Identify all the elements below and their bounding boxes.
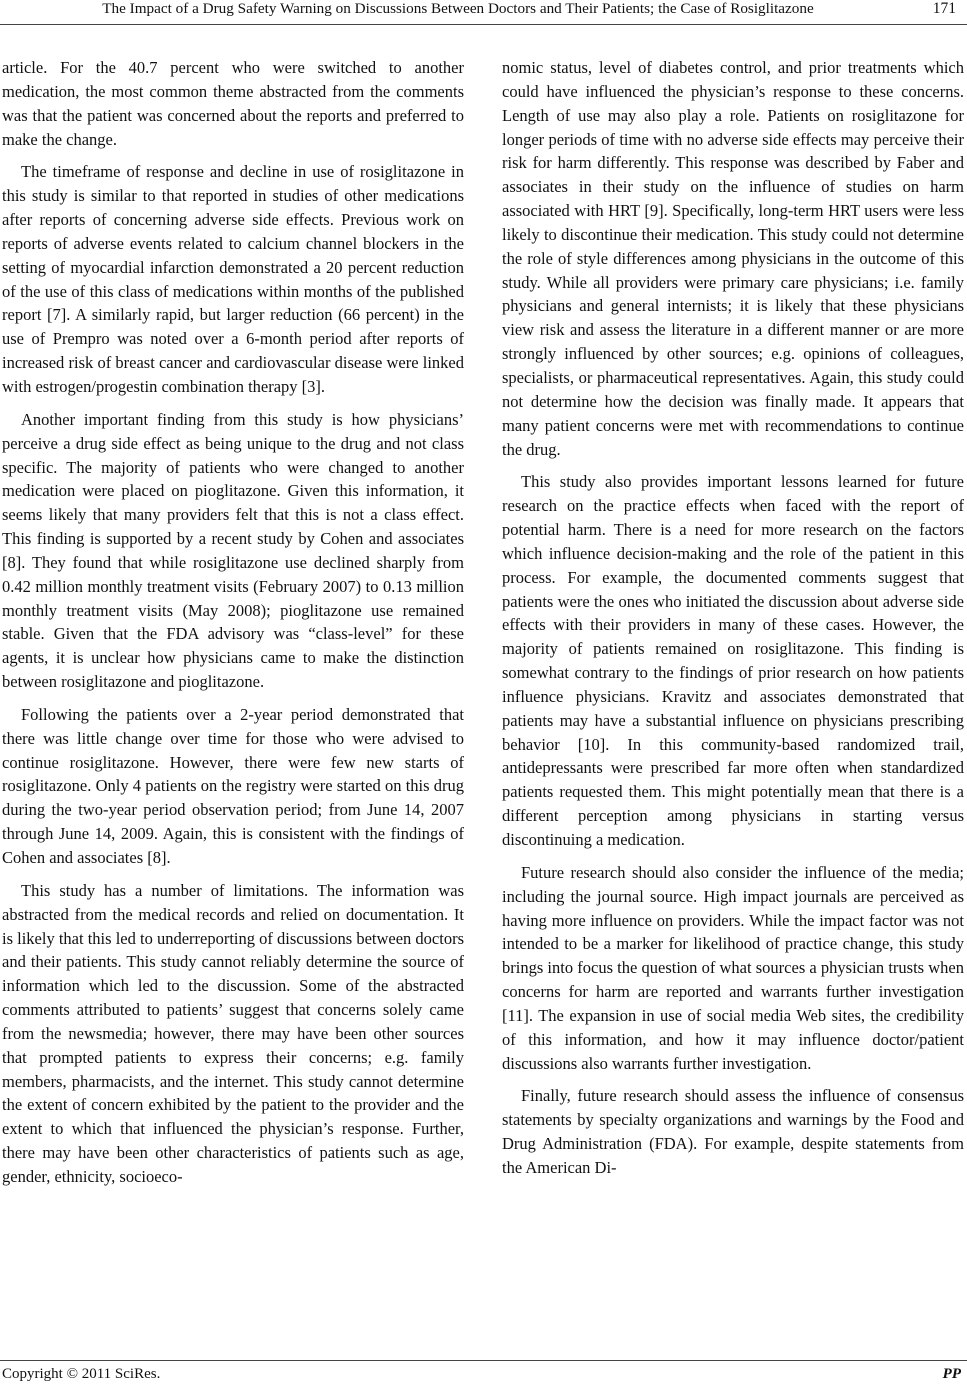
paragraph: The timeframe of response and decline in use of rosiglitazone in this study is similar to that reported in studies of other medications after reports of concerning adverse side effects. Previous work on reports of adverse events related to calcium channel blockers in the setting of myocardial infarction demonstrated a 20 percent reduction of the use of this class of medications within months of the published report [7]. A similarly rapid, but larger reduction (66 percent) in the use of Prempro was noted over a 6-month period after reports of increased risk of breast cancer and cardiovascular disease were linked with estrogen/progestin combination therapy [3]. [2, 162, 464, 396]
paragraph: Finally, future research should assess the influence of consensus statements by specialty organizations and warnings by the Food and Drug Administration (FDA). For example, despite statements from the American Di- [502, 1086, 964, 1177]
paragraph: nomic status, level of diabetes control, and prior treatments which could have influenced the physician’s response to these concerns. Length of use may also play a role. Patients on rosiglitazone for longer periods of time with no adverse side effects may perceive their risk for harm differently. This response was described by Faber and associates in their study on the influence of studies on harm associated with HRT [9]. Specifically, long-term HRT users were less likely to discontinue their medication. This study could not determine the role of style differences among physicians in the outcome of this study. While all providers were primary care physicians; i.e. family physicians and general internists; it is likely that these physicians view risk and assess the literature in a different manner or are more strongly influenced by other sources; e.g. opinions of colleagues, specialists, or pharmaceutical representatives. Again, this study could not determine how the decision was finally made. It appears that many patient concerns were met with recommendations to continue the drug. [502, 58, 964, 459]
running-title: The Impact of a Drug Safety Warning on Discussions Between Doctors and Their Patients; the Case of Rosiglitazone [102, 0, 814, 17]
paragraph: article. For the 40.7 percent who were switched to another medication, the most common theme abstracted from the comments was that the patient was concerned about the reports and preferred to make the change. [2, 58, 464, 149]
paragraph: Another important finding from this study is how physicians’ perceive a drug side effect as being unique to the drug and not class specific. The majority of patients who were changed to another medication were placed on pioglitazone. Given this information, it seems likely that many providers felt that this is not a class effect. This finding is supported by a recent study by Cohen and associates [8]. They found that while rosiglitazone use declined sharply from 0.42 million monthly treatment visits (February 2007) to 0.13 million monthly treatment visits (May 2008); pioglitazone use remained stable. Given that the FDA advisory was “class-level” for these agents, it is unclear how physicians came to make the distinction between rosiglitazone and pioglitazone. [2, 409, 464, 692]
journal-abbreviation: PP [942, 1366, 961, 1382]
footer-divider [0, 1360, 967, 1361]
left-column [2, 56, 464, 1198]
page-header [0, 0, 967, 30]
copyright-notice: Copyright © 2011 SciRes. [2, 1366, 161, 1382]
header-divider [0, 24, 967, 25]
right-column [502, 56, 964, 1189]
page-number: 171 [932, 0, 956, 17]
paragraph: This study also provides important lessons learned for future research on the practice effects when faced with the report of potential harm. There is a need for more research on the factors which influence decision-making and the role of the patient in this process. For example, the documented comments suggest that patients were the ones who initiated the discussion about adverse side effects with their providers in many of these cases. However, the majority of patients remained on rosiglitazone. This finding is somewhat contrary to the findings of prior research on how patients influence physicians. Kravitz and associates demonstrated that patients may have a substantial influence on physicians prescribing behavior [10]. In this community-based randomized trail, antidepressants were prescribed far more often when standardized patients requested them. This might potentially mean that there is a different perception among physicians in starting versus discontinuing a medication. [502, 472, 964, 849]
paragraph: Following the patients over a 2-year period demonstrated that there was little change over time for those who were advised to continue rosiglitazone. However, there were few new starts of rosiglitazone. Only 4 patients on the registry were started on this drug during the two-year period observation period; from June 14, 2007 through June 14, 2009. Again, this is consistent with the findings of Cohen and associates [8]. [2, 704, 464, 867]
paragraph: This study has a number of limitations. The information was abstracted from the medical records and relied on documentation. It is likely that this led to underreporting of discussions between doctors and their patients. This study cannot reliably determine the source of information which led to the discussion. Some of the abstracted comments attributed to patients’ suggest that concerns solely came from the newsmedia; however, there may have been other sources that prompted patients to express their concerns; e.g. family members, pharmacists, and the internet. This study cannot determine the extent of concern exhibited by the patient to the provider and the extent to which that influenced the physician’s response. Further, there may have been other characteristics of patients such as age, gender, ethnicity, socioeco- [2, 880, 464, 1186]
paragraph: Future research should also consider the influence of the media; including the journal source. High impact journals are perceived as having more influence on providers. While the impact factor was not intended to be a marker for likelihood of practice change, this study brings into focus the question of what sources a physician trusts when concerns for harm are reported and warrants further investigation [11]. The expansion in use of social media Web sites, the credibility of this information, and how it may influence doctor/patient discussions also warrants further investigation. [502, 862, 964, 1073]
